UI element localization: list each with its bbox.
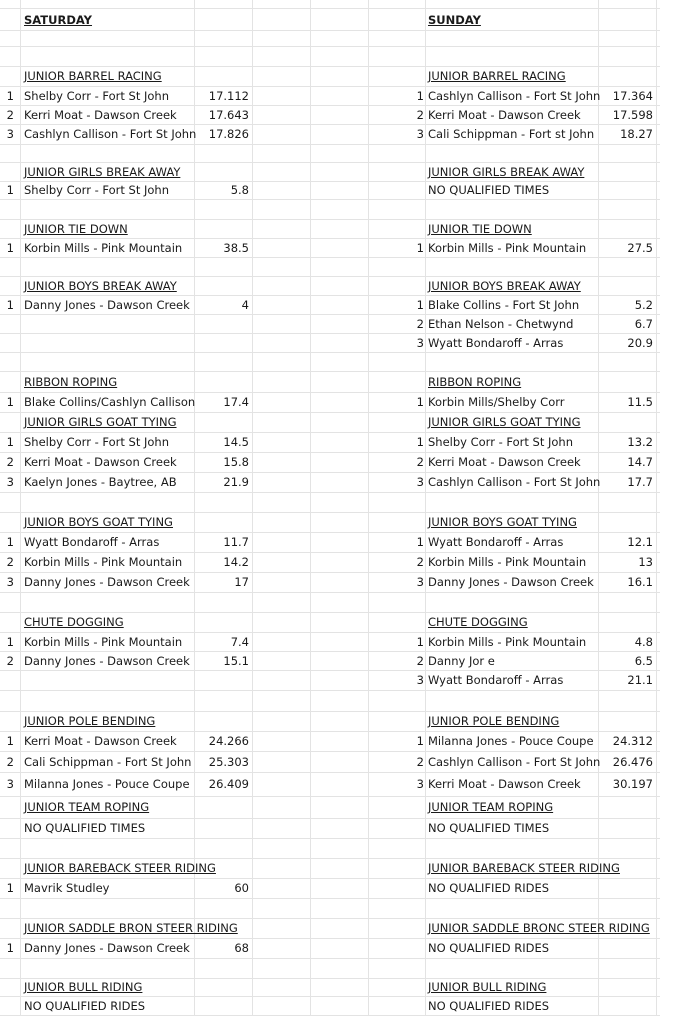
result-value: 21.1 — [627, 673, 653, 687]
result-rank: 2 — [416, 654, 424, 668]
result-name: Danny Jones - Dawson Creek — [428, 575, 594, 589]
result-value: 18.27 — [620, 127, 653, 141]
event-title: JUNIOR GIRLS GOAT TYING — [24, 415, 177, 429]
result-rank: 2 — [416, 755, 424, 769]
event-title: JUNIOR TIE DOWN — [24, 222, 128, 236]
result-rank: 1 — [416, 298, 424, 312]
result-name: Ethan Nelson - Chetwynd — [428, 317, 574, 331]
result-name: Korbin Mills/Shelby Corr — [428, 395, 565, 409]
result-rank: 1 — [6, 298, 14, 312]
result-rank: 1 — [6, 941, 14, 955]
result-value: 6.7 — [634, 317, 653, 331]
result-rank: 3 — [416, 127, 424, 141]
result-name: Cashlyn Callison - Fort St John — [428, 755, 601, 769]
result-rank: 1 — [6, 89, 14, 103]
result-name: NO QUALIFIED RIDES — [428, 999, 550, 1013]
result-value: 17.643 — [208, 108, 249, 122]
result-name: Danny Jones - Dawson Creek — [24, 298, 190, 312]
result-rank: 1 — [416, 395, 424, 409]
result-name: Shelby Corr - Fort St John — [24, 435, 170, 449]
result-value: 13 — [638, 555, 653, 569]
result-value: 5.2 — [634, 298, 653, 312]
event-title: JUNIOR BOYS BREAK AWAY — [24, 279, 177, 293]
event-title: JUNIOR TIE DOWN — [428, 222, 532, 236]
result-rank: 1 — [6, 395, 14, 409]
result-name: Kerri Moat - Dawson Creek — [428, 777, 581, 791]
result-rank: 2 — [6, 755, 14, 769]
result-rank: 2 — [416, 555, 424, 569]
result-value: 21.9 — [223, 475, 249, 489]
result-name: Blake Collins - Fort St John — [428, 298, 580, 312]
result-rank: 2 — [6, 654, 14, 668]
result-value: 25.303 — [208, 755, 249, 769]
event-title: JUNIOR TEAM ROPING — [24, 800, 150, 814]
result-rank: 1 — [416, 535, 424, 549]
result-name: Cashlyn Callison - Fort St John — [24, 127, 197, 141]
result-name: Korbin Mills - Pink Mountain — [428, 555, 587, 569]
event-title: JUNIOR BAREBACK STEER RIDING — [24, 861, 216, 875]
event-title: JUNIOR POLE BENDING — [24, 714, 156, 728]
result-rank: 1 — [416, 635, 424, 649]
result-value: 13.2 — [627, 435, 653, 449]
result-rank: 2 — [416, 108, 424, 122]
result-value: 27.5 — [627, 241, 653, 255]
result-rank: 1 — [6, 635, 14, 649]
event-title: CHUTE DOGGING — [428, 615, 528, 629]
result-name: Shelby Corr - Fort St John — [24, 89, 170, 103]
result-name: Wyatt Bondaroff - Arras — [428, 336, 564, 350]
result-value: 16.1 — [627, 575, 653, 589]
result-name: Cali Schippman - Fort st John — [428, 127, 595, 141]
result-value: 6.5 — [634, 654, 653, 668]
event-title: JUNIOR POLE BENDING — [428, 714, 560, 728]
result-value: 26.476 — [612, 755, 653, 769]
result-name: NO QUALIFIED RIDES — [428, 881, 550, 895]
result-value: 5.8 — [230, 183, 249, 197]
event-title: JUNIOR BOYS GOAT TYING — [24, 515, 173, 529]
result-rank: 1 — [6, 241, 14, 255]
result-value: 11.5 — [627, 395, 653, 409]
result-rank: 3 — [416, 575, 424, 589]
result-name: Kerri Moat - Dawson Creek — [24, 455, 177, 469]
result-value: 30.197 — [612, 777, 653, 791]
result-name: Kerri Moat - Dawson Creek — [24, 734, 177, 748]
result-name: Danny Jones - Dawson Creek — [24, 654, 190, 668]
result-name: Milanna Jones - Pouce Coupe — [428, 734, 594, 748]
result-rank: 3 — [6, 475, 14, 489]
result-rank: 1 — [6, 435, 14, 449]
saturday-header: SATURDAY — [24, 13, 93, 27]
result-name: NO QUALIFIED RIDES — [428, 941, 550, 955]
event-title: JUNIOR GIRLS BREAK AWAY — [24, 165, 181, 179]
result-name: Milanna Jones - Pouce Coupe — [24, 777, 190, 791]
result-value: 17.112 — [208, 89, 249, 103]
result-rank: 1 — [6, 183, 14, 197]
result-name: Blake Collins/Cashlyn Callison — [24, 395, 196, 409]
result-value: 12.1 — [627, 535, 653, 549]
event-title: JUNIOR BULL RIDING — [428, 980, 547, 994]
result-rank: 3 — [6, 575, 14, 589]
result-name: Mavrik Studley — [24, 881, 110, 895]
result-value: 14.7 — [627, 455, 653, 469]
result-name: Danny Jones - Dawson Creek — [24, 941, 190, 955]
result-name: Wyatt Bondaroff - Arras — [24, 535, 160, 549]
result-rank: 3 — [416, 336, 424, 350]
result-value: 11.7 — [223, 535, 249, 549]
event-title: JUNIOR BOYS GOAT TYING — [428, 515, 577, 529]
event-title: JUNIOR SADDLE BRONC STEER RIDING — [428, 921, 650, 935]
event-title: JUNIOR BAREBACK STEER RIDING — [428, 861, 620, 875]
result-value: 4 — [241, 298, 249, 312]
event-title: JUNIOR BULL RIDING — [24, 980, 143, 994]
event-title: JUNIOR SADDLE BRON STEER RIDING — [24, 921, 238, 935]
result-rank: 1 — [416, 435, 424, 449]
result-name: Kerri Moat - Dawson Creek — [428, 108, 581, 122]
event-title: RIBBON ROPING — [24, 375, 118, 389]
result-rank: 2 — [6, 555, 14, 569]
result-rank: 1 — [6, 881, 14, 895]
event-title: JUNIOR GIRLS BREAK AWAY — [428, 165, 585, 179]
result-name: Kerri Moat - Dawson Creek — [428, 455, 581, 469]
result-name: Cashlyn Callison - Fort St John — [428, 475, 601, 489]
result-name: Wyatt Bondaroff - Arras — [428, 673, 564, 687]
result-value: 14.5 — [223, 435, 249, 449]
result-value: 60 — [234, 881, 249, 895]
result-value: 14.2 — [223, 555, 249, 569]
event-title: JUNIOR BOYS BREAK AWAY — [428, 279, 581, 293]
event-title: JUNIOR BARREL RACING — [428, 69, 566, 83]
result-rank: 3 — [6, 777, 14, 791]
result-rank: 2 — [416, 317, 424, 331]
result-value: 17.364 — [612, 89, 653, 103]
result-rank: 1 — [6, 535, 14, 549]
result-name: Kaelyn Jones - Baytree, AB — [24, 475, 177, 489]
result-value: 24.312 — [612, 734, 653, 748]
result-name: Cali Schippman - Fort St John — [24, 755, 192, 769]
result-rank: 2 — [6, 455, 14, 469]
result-value: 24.266 — [208, 734, 249, 748]
result-name: Korbin Mills - Pink Mountain — [24, 241, 183, 255]
result-name: Korbin Mills - Pink Mountain — [24, 635, 183, 649]
result-value: 17.826 — [208, 127, 249, 141]
result-name: NO QUALIFIED TIMES — [428, 821, 550, 835]
result-name: Cashlyn Callison - Fort St John — [428, 89, 601, 103]
result-name: Korbin Mills - Pink Mountain — [428, 635, 587, 649]
result-rank: 1 — [416, 89, 424, 103]
result-name: Shelby Corr - Fort St John — [428, 435, 574, 449]
result-value: 26.409 — [208, 777, 249, 791]
event-title: CHUTE DOGGING — [24, 615, 124, 629]
result-rank: 2 — [416, 455, 424, 469]
result-name: NO QUALIFIED RIDES — [24, 999, 146, 1013]
result-rank: 3 — [416, 777, 424, 791]
event-title: JUNIOR GIRLS GOAT TYING — [428, 415, 581, 429]
result-value: 17.4 — [223, 395, 249, 409]
result-value: 17 — [234, 575, 249, 589]
sunday-header: SUNDAY — [428, 13, 481, 27]
result-rank: 3 — [416, 673, 424, 687]
result-name: NO QUALIFIED TIMES — [24, 821, 146, 835]
result-value: 68 — [234, 941, 249, 955]
result-value: 20.9 — [627, 336, 653, 350]
result-name: Danny Jor e — [428, 654, 495, 668]
result-value: 15.8 — [223, 455, 249, 469]
result-rank: 3 — [416, 475, 424, 489]
result-name: NO QUALIFIED TIMES — [428, 183, 550, 197]
result-rank: 3 — [6, 127, 14, 141]
result-name: Korbin Mills - Pink Mountain — [24, 555, 183, 569]
result-name: Kerri Moat - Dawson Creek — [24, 108, 177, 122]
event-title: RIBBON ROPING — [428, 375, 522, 389]
result-value: 17.598 — [612, 108, 653, 122]
result-name: Danny Jones - Dawson Creek — [24, 575, 190, 589]
result-name: Shelby Corr - Fort St John — [24, 183, 170, 197]
result-value: 15.1 — [223, 654, 249, 668]
result-value: 4.8 — [634, 635, 653, 649]
result-rank: 1 — [416, 241, 424, 255]
result-rank: 1 — [6, 734, 14, 748]
result-rank: 1 — [416, 734, 424, 748]
result-value: 38.5 — [223, 241, 249, 255]
result-value: 17.7 — [627, 475, 653, 489]
result-name: Korbin Mills - Pink Mountain — [428, 241, 587, 255]
result-value: 7.4 — [230, 635, 249, 649]
event-title: JUNIOR BARREL RACING — [24, 69, 162, 83]
result-rank: 2 — [6, 108, 14, 122]
event-title: JUNIOR TEAM ROPING — [428, 800, 554, 814]
result-name: Wyatt Bondaroff - Arras — [428, 535, 564, 549]
